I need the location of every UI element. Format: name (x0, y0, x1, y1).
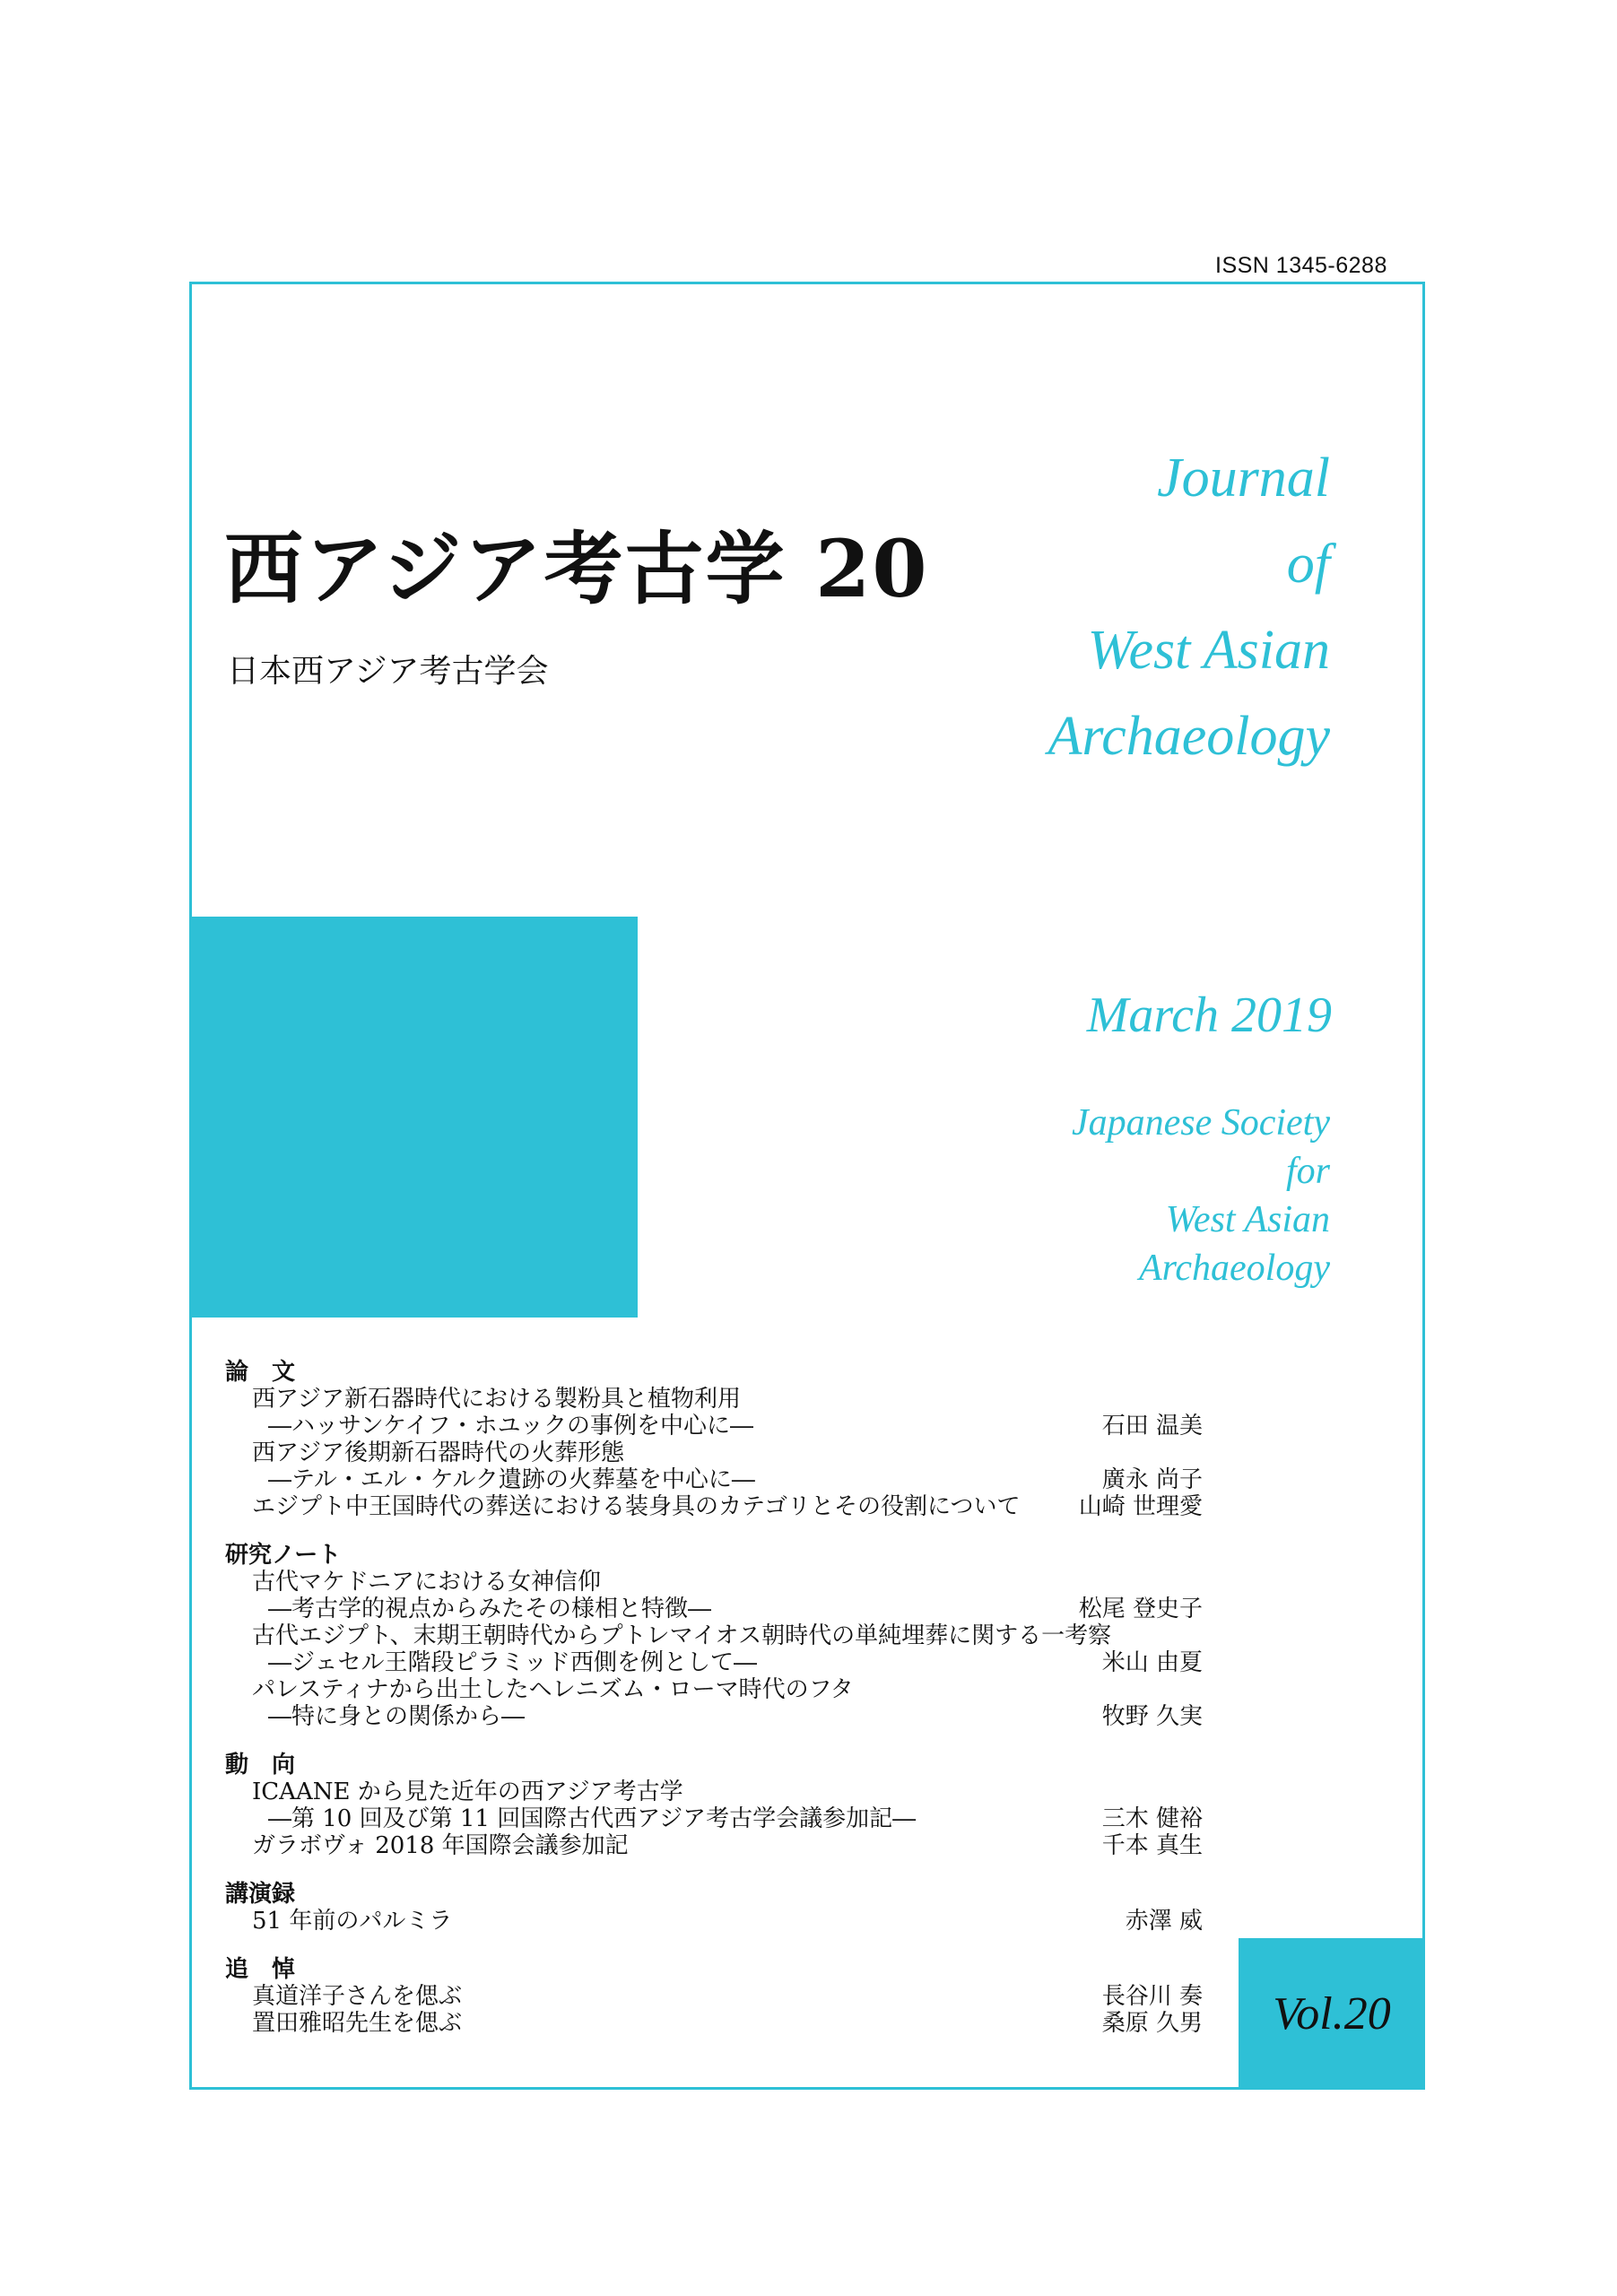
journal-title-en-line: West Asian (1087, 620, 1330, 681)
table-of-contents (225, 1359, 1203, 2058)
publisher-en-line: for (1285, 1151, 1330, 1192)
decorative-square (189, 917, 638, 1318)
toc-entry (225, 1703, 1203, 1730)
toc-section-memorial (225, 1956, 1203, 2037)
article-author: 三木 健裕 (1101, 1805, 1203, 1832)
article-title: 西アジア新石器時代における製粉具と植物利用 (252, 1386, 741, 1413)
article-title: 古代マケドニアにおける女神信仰 (252, 1569, 601, 1596)
article-author: 千本 真生 (1101, 1832, 1203, 1859)
article-subtitle: ―テル・エル・ケルク遺跡の火葬墓を中心に― (268, 1466, 755, 1493)
publisher-jp: 日本西アジア考古学会 (227, 653, 549, 690)
volume-badge (1239, 1938, 1425, 2090)
article-title: 置田雅昭先生を偲ぶ (252, 2010, 463, 2037)
toc-section-research-notes (225, 1542, 1203, 1730)
toc-entry (225, 1908, 1203, 1935)
article-author: 山崎 世理愛 (1078, 1493, 1203, 1520)
toc-entry (225, 1649, 1203, 1676)
article-title: パレスティナから出土したヘレニズム・ローマ時代のフタ (252, 1676, 854, 1703)
article-title: エジプト中王国時代の葬送における装身具のカテゴリとその役割について (252, 1493, 1021, 1520)
publisher-en-line: Archaeology (1138, 1248, 1330, 1289)
issue-date: March 2019 (1086, 987, 1332, 1043)
toc-entry (225, 1439, 1203, 1466)
journal-title-en (1048, 435, 1330, 779)
toc-section-articles (225, 1359, 1203, 1520)
toc-entry (225, 1466, 1203, 1493)
toc-entry (225, 1983, 1203, 2010)
journal-title-en-line: Journal (1157, 448, 1330, 509)
journal-title-jp: 西アジア考古学 20 (224, 522, 929, 615)
article-subtitle: ―特に身との関係から― (268, 1703, 526, 1730)
article-author: 米山 由夏 (1101, 1649, 1203, 1676)
section-heading: 動 向 (225, 1752, 296, 1779)
toc-entry (225, 1779, 1203, 1805)
journal-title-en-line: of (1286, 534, 1330, 595)
article-subtitle: ―ジェセル王階段ピラミッド西側を例として― (268, 1649, 757, 1676)
toc-entry (225, 1676, 1203, 1703)
toc-entry (225, 1596, 1203, 1622)
article-author: 長谷川 奏 (1101, 1983, 1203, 2010)
article-title: 真道洋子さんを偲ぶ (252, 1983, 463, 2010)
article-author: 桑原 久男 (1101, 2010, 1203, 2037)
toc-entry (225, 1493, 1203, 1520)
article-title: ICAANE から見た近年の西アジア考古学 (252, 1779, 683, 1805)
article-subtitle: ―考古学的視点からみたその様相と特徴― (268, 1596, 712, 1622)
toc-entry (225, 1805, 1203, 1832)
article-author: 廣永 尚子 (1101, 1466, 1203, 1493)
publisher-en (1072, 1099, 1330, 1292)
publisher-en-line: Japanese Society (1071, 1102, 1330, 1144)
article-author: 赤澤 威 (1125, 1908, 1203, 1935)
article-title: ガラボヴォ 2018 年国際会議参加記 (252, 1832, 629, 1859)
article-title: 51 年前のパルミラ (252, 1908, 453, 1935)
volume-label: Vol.20 (1273, 1988, 1391, 2039)
article-title: 西アジア後期新石器時代の火葬形態 (252, 1439, 624, 1466)
article-author: 石田 温美 (1101, 1413, 1203, 1439)
article-subtitle: ―第 10 回及び第 11 回国際古代西アジア考古学会議参加記― (268, 1805, 917, 1832)
toc-entry (225, 1832, 1203, 1859)
toc-entry (225, 1569, 1203, 1596)
toc-entry (225, 1413, 1203, 1439)
article-title: 古代エジプト、末期王朝時代からプトレマイオス朝時代の単純埋葬に関する一考察 (252, 1622, 1112, 1649)
toc-section-trends (225, 1752, 1203, 1859)
article-subtitle: ―ハッサンケイフ・ホユックの事例を中心に― (268, 1413, 754, 1439)
article-author: 牧野 久実 (1101, 1703, 1203, 1730)
section-heading: 論 文 (225, 1359, 296, 1386)
article-author: 松尾 登史子 (1078, 1596, 1203, 1622)
section-heading: 講演録 (225, 1881, 296, 1908)
toc-entry (225, 1622, 1203, 1649)
toc-entry (225, 2010, 1203, 2037)
issn-number: ISSN 1345-6288 (1215, 253, 1387, 278)
section-heading: 追 悼 (225, 1956, 296, 1983)
section-heading: 研究ノート (225, 1542, 342, 1569)
publisher-en-line: West Asian (1165, 1199, 1330, 1240)
toc-section-lecture (225, 1881, 1203, 1935)
toc-entry (225, 1386, 1203, 1413)
journal-title-en-line: Archaeology (1048, 706, 1330, 767)
